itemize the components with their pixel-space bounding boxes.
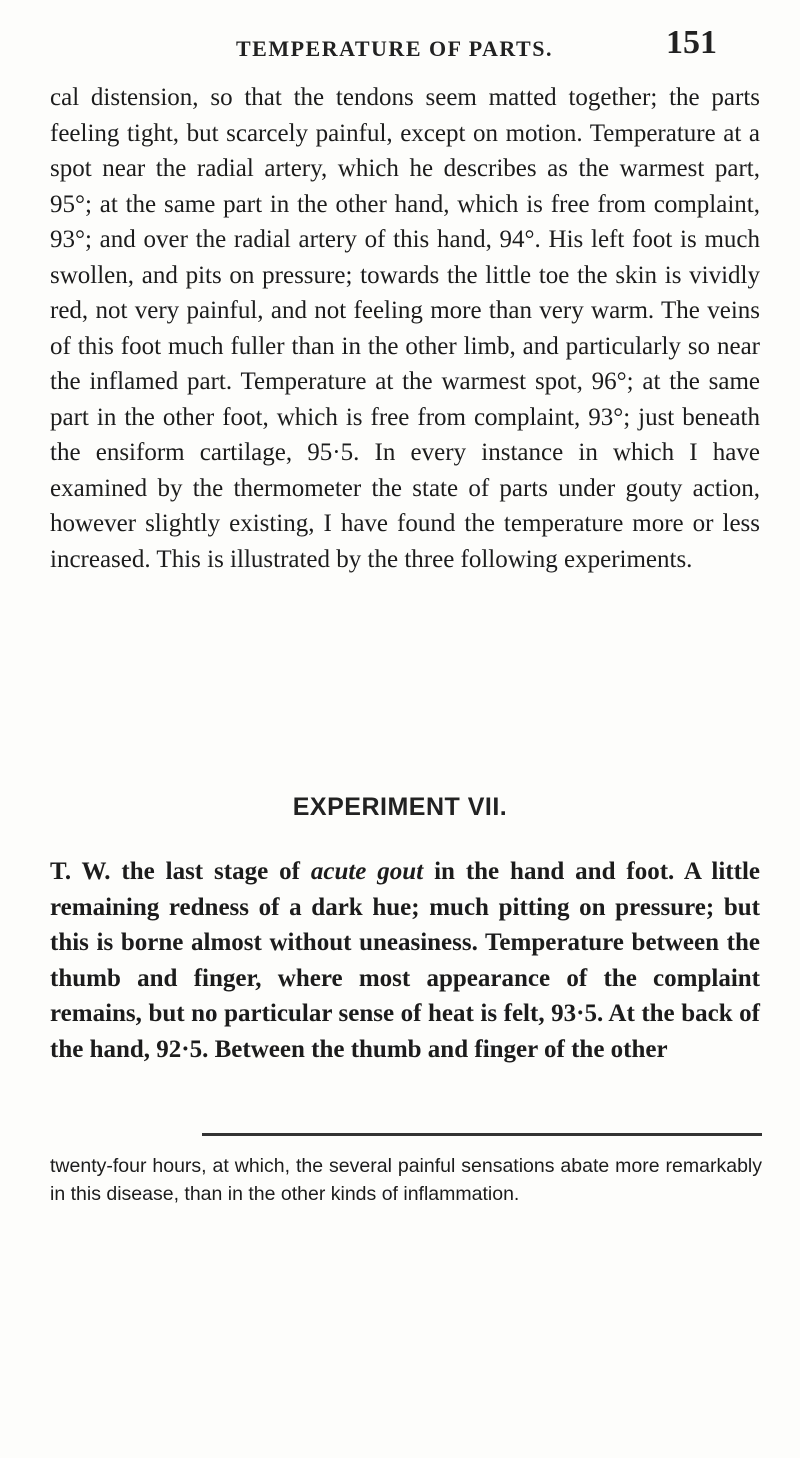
page-number: 151	[666, 24, 717, 61]
experiment-heading: EXPERIMENT VII.	[292, 793, 508, 821]
running-head	[0, 24, 800, 64]
italic-phrase: acute gout	[310, 858, 424, 885]
footnote: twenty-four hours, at which, the several painful sensations abate more remarkably in this disease, than in the other kinds of inflammation.	[50, 1155, 762, 1205]
experiment-text-rest: in the hand and foot. A little remaining redness of a dark hue; much pitting on pressure; but this is borne almost without uneasiness. Temperature between the thumb and finger, where most appearance of the complaint remains, but no particular sense of heat is felt, 93·5. At the back of the hand, 92·5. Between the thumb and finger of the other	[50, 858, 760, 1063]
body-paragraph: cal distension, so that the tendons seem matted together; the parts feeling tight, but scarcely painful, except on motion. Temperature at a spot near the radial artery, which he describes as the warmest part, 95°; at the same part in the other hand, which is free from complaint, 93°; and over the radial artery of this hand, 94°. His left foot is much swollen, and pits on pressure; towards the little toe the skin is vividly red, not very painful, and not feeling more than very warm. The veins of this foot much fuller than in the other limb, and particularly so near the inflamed part. Temperature at the warmest spot, 96°; at the same part in the other foot, which is free from complaint, 93°; just beneath the ensiform cartilage, 95·5. In every instance in which I have examined by the thermometer the state of parts under gouty action, however slightly existing, I have found the temperature more or less increased. This is illustrated by the three following experiments.	[50, 84, 760, 573]
experiment-paragraph	[50, 854, 760, 1067]
footnote-rule	[202, 1133, 762, 1136]
experiment-text-start: T. W. the last stage of	[50, 858, 311, 885]
running-title: TEMPERATURE OF PARTS.	[236, 36, 553, 61]
